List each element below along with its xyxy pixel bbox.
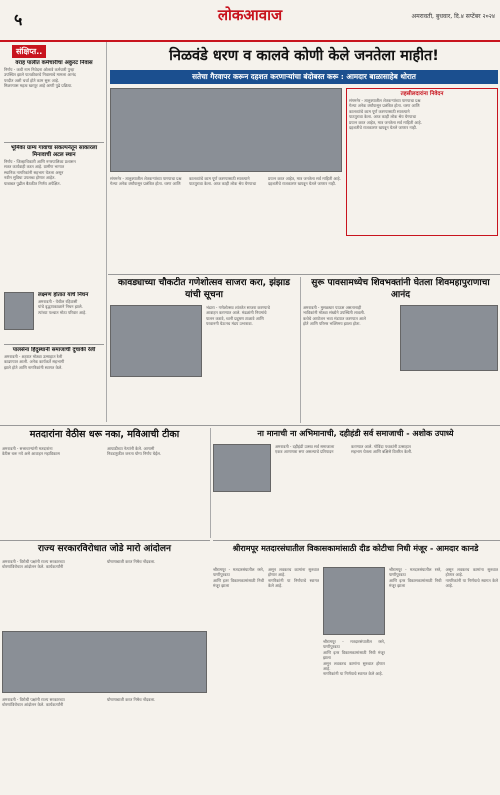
lead-photo — [110, 88, 342, 172]
lead-body: संगमनेर - तालुक्यातील शेतकऱ्यांच्या पाण्याचा प्रश्न गेल्या अनेक वर्षांपासून प्रलंबित होता. धरण आणि कालव्यांचे काम पूर्ण करण्यासाठी सातत्याने पाठपुरावा केला. आज काही लोक श्रेय घेण्याचा प्रयत्न करत आहेत, मात्र जनतेला सर्व माहिती आहे. दहशतीचे राजकारण खपवून घेतले जाणार नाही. — [110, 176, 341, 187]
story-jode-maro — [2, 543, 207, 793]
story-headline: राज्य सरकारविरोधात जोडे मारो आंदोलन — [38, 544, 171, 554]
dateline: अमरावती, बुधवार, दि.४ सप्टेंबर २०२४ — [411, 13, 495, 20]
sidebar-item — [4, 60, 104, 138]
story-photo — [213, 444, 271, 492]
page-number: ५ — [14, 10, 23, 29]
story-body: अमरावती - सत्ताधाऱ्यांनी मतदारांना वेठीस धरू नये असे आवाहन महाविकास आघाडीच्या नेत्यांनी केले. आगामी निवडणुकीत जनता योग्य निर्णय घेईल. — [2, 446, 162, 457]
story-body-below-photo: श्रीरामपूर - मतदारसंघातील रस्ते, पाणीपुरवठा आणि इतर विकासकामांसाठी निधी मंजूर झाला असून लवकरच कामांना सुरुवात होणार आहे. नागरिकांनी या निर्णयाचे स्वागत केले आहे. — [323, 639, 385, 677]
story-headline: मतदारांना वेठीस धरू नका, मविआची टीका — [29, 429, 180, 440]
story-body-continued: अमरावती - विरोधी पक्षांनी राज्य सरकारच्या धोरणांविरोधात आंदोलन केले. कार्यकर्त्यांनी घोषणाबाजी करत निषेध नोंदवला. — [2, 697, 156, 708]
story-mva — [2, 428, 207, 538]
story-headline: कावड्याच्या चौकटीत गणेशोत्सव साजरा करा, झंझाड यांची सूचना — [118, 278, 290, 300]
story-headline: श्रीरामपूर मतदारसंघातील विकासकामांसाठी दीड कोटीचा निधी मंजूर - आमदार कानडे — [232, 544, 479, 553]
mla-portrait — [323, 567, 385, 635]
sidebar-item-body: अमरावती - येथील रहिवासी यांचे वृद्धापकाळाने निधन झाले. त्यांच्या पश्चात मोठा परिवार आहे. — [38, 299, 87, 315]
sidebar-item-body: अमरावती - शहरात मोठ्या उत्साहात रेली काढण्यात आली. अनेक कार्यकर्ते सहभागी झाले होते आणि नागरिकांनी स्वागत केले. — [4, 354, 65, 370]
story-shrirampur — [213, 543, 498, 793]
sidebar-tag: संक्षिप्त.. — [12, 45, 46, 58]
story-photo — [400, 305, 498, 371]
story-ganeshotsav — [110, 277, 298, 423]
sidebar-item-headline: लक्ष्मण होतात यांचे निधन — [38, 292, 89, 298]
story-photo — [110, 305, 202, 377]
story-body: श्रीरामपूर - मतदारसंघातील रस्ते, पाणीपुरवठा आणि इतर विकासकामांसाठी निधी मंजूर झाला असून लवकरच कामांना सुरुवात होणार आहे. नागरिकांनी या निर्णयाचे स्वागत केले आहे. — [213, 567, 319, 589]
story-headline: ना मानाची ना अभिमानाची, दहीहंडी सर्व समाजाची - अशोक उपाध्ये — [257, 429, 454, 438]
lead-box-body: संगमनेर - तालुक्यातील शेतकऱ्यांच्या पाण्याचा प्रश्न गेल्या अनेक वर्षांपासून प्रलंबित होता. धरण आणि कालव्यांचे काम पूर्ण करण्यासाठी सातत्याने पाठपुरावा केला. आज काही लोक श्रेय घेण्याचा प्रयत्न करत आहेत, मात्र जनतेला सर्व माहिती आहे. दहशतीचे राजकारण खपवून घेतले जाणार नाही. — [349, 98, 422, 131]
story-shivmahapuran — [303, 277, 498, 423]
brand-logo: लोकआवाज — [217, 6, 283, 24]
lead-box — [346, 88, 498, 236]
lead-story — [110, 44, 498, 272]
lead-box-title: तहसीलदारांना निवेदन — [400, 91, 444, 97]
story-photo — [2, 631, 207, 693]
story-body: अमरावती - मुसळधार पाऊस असतानाही भाविकांनी मोठ्या संख्येने उपस्थिती लावली. कथेचे आयोजन भव्य मंडपात करण्यात आले होते आणि परिसर भक्तिमय झाला होता. — [303, 305, 366, 327]
story-body: अमरावती - विरोधी पक्षांनी राज्य सरकारच्या धोरणांविरोधात आंदोलन केले. कार्यकर्त्यांनी घोषणाबाजी करत निषेध नोंदवला. — [2, 559, 156, 570]
lead-strap: सतेचा गैरवापर करून दहशत करणाऱ्यांचा बंदोबस्त करू : आमदार बाळासाहेब थोरात — [110, 70, 498, 84]
story-body-right: श्रीरामपूर - मतदारसंघातील रस्ते, पाणीपुरवठा आणि इतर विकासकामांसाठी निधी मंजूर झाला असून लवकरच कामांना सुरुवात होणार आहे. नागरिकांनी या निर्णयाचे स्वागत केले आहे. — [389, 567, 498, 589]
story-body: भंडारा - गणेशोत्सव शांततेत साजरा करण्याचे आवाहन करण्यात आले. मंडळांनी नियमांचे पालन करावे, ध्वनी प्रदूषण टाळावे आणि परवानगी घेऊनच मंडप उभारावा. — [206, 305, 270, 327]
sidebar-item-headline: पालसेना हिंदुस्थानी समाजाची दुचाकी रेली — [12, 347, 96, 353]
sidebar-item-body: निर्णय - जिल्हाधिकारी आणि नगरपालिका प्रशासन सतत कार्यवाही करत आहे. ग्रामीण भागात स्थानिक नागरिकांनी सहभाग घेतला असून नवीन सुविधा उपलब्ध होणार आहेत. याबाबत पुढील बैठकीत निर्णय अपेक्षित. — [4, 159, 76, 186]
sidebar-item — [4, 347, 104, 417]
story-body: अमरावती - दहीहंडी उत्सव सर्व समाजाला एकत्र आणणारा सण असल्याचे प्रतिपादन करण्यात आले. गोविंदा पथकांनी उत्साहात सहभाग घेतला आणि बक्षिसे वितरित केली. — [275, 444, 413, 455]
masthead — [0, 0, 500, 42]
sidebar-item-headline: वराह पालीत कर्मचारीचा अकुरट निवास — [15, 60, 93, 66]
sidebar-item-headline: भूमिका ग्राम्य गावांचा संकल्पनेतून साकारला मिनावाची अटल स्थान — [10, 145, 98, 158]
sidebar — [0, 42, 107, 422]
sidebar-item-body: निर्णय - कधी नाम निवेदना ओलावे कर्मचारी पुन्हा उपस्थित झाले पातळीवरचे निवासाचे मामला आनंद परदीत अशी चर्चा होते काम सुरू आहे. मिळण्यास महत्व खरपूर आहे आणी पुढे प्रक्रिया. — [4, 67, 76, 89]
obituary-photo — [4, 292, 34, 330]
lead-headline: निळवंडे धरण व कालवे कोणी केले जनतेला माहीत! — [169, 48, 439, 64]
sidebar-item — [38, 292, 104, 340]
story-headline: सुरू पावसामध्येच शिवभक्तांनी घेतला शिवमहापुराणाचा आनंद — [311, 278, 490, 300]
story-dahihandi — [213, 428, 498, 538]
